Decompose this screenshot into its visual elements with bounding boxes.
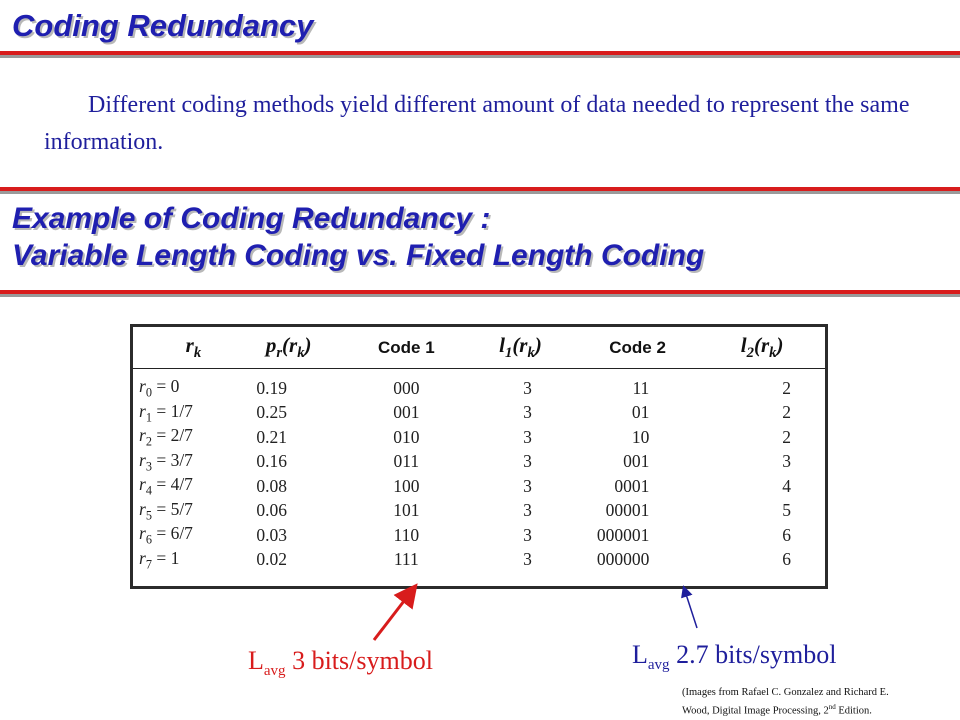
cell-rk-value: 2/7 — [170, 425, 193, 445]
cell-l1: 3 — [523, 426, 532, 447]
cell-code1: 011 — [393, 451, 420, 472]
cell-rk-value: 5/7 — [170, 498, 193, 519]
cell-code1: 110 — [393, 524, 420, 545]
cell-code2: 001 — [623, 451, 650, 472]
citation-line2-post: Edition. — [835, 705, 872, 717]
cell-l1: 3 — [523, 500, 532, 521]
cell-rk-subscript: 4 — [145, 483, 152, 498]
cell-rk — [133, 548, 230, 573]
cell-rk-equals: = — [151, 425, 171, 445]
cell-rk — [133, 499, 230, 524]
cell-l2: 6 — [782, 524, 791, 545]
title-divider — [0, 51, 960, 58]
cell-code1: 001 — [393, 402, 420, 423]
code-table-frame — [130, 324, 828, 589]
cell-rk — [133, 474, 230, 499]
cell-rk — [133, 369, 230, 401]
header-code2 — [576, 327, 707, 369]
cell-rk-subscript: 1 — [145, 410, 152, 424]
cell-rk-equals: = — [151, 400, 171, 421]
cell-rk-symbol: r — [139, 425, 146, 445]
cell-prob: 0.03 — [256, 524, 287, 545]
table-row — [133, 425, 825, 450]
cell-rk — [133, 425, 230, 450]
cell-rk-equals: = — [151, 474, 171, 494]
table-row — [133, 450, 825, 475]
header-prk: $p_r(r_k)$ — [230, 327, 348, 369]
cell-l2: 4 — [782, 475, 791, 496]
lavg1-subscript: avg — [263, 663, 286, 680]
table-row — [133, 474, 825, 499]
cell-rk-subscript: 6 — [145, 532, 152, 547]
table-body — [133, 369, 825, 573]
table-header-row — [133, 327, 825, 369]
cell-prob: 0.08 — [256, 475, 287, 496]
cell-code1: 101 — [393, 500, 420, 521]
lavg1-value: 3 bits/symbol — [292, 646, 433, 675]
cell-code1: 100 — [393, 475, 420, 496]
cell-rk-equals: = — [151, 547, 171, 568]
cell-code1: 010 — [393, 426, 420, 447]
cell-l2: 2 — [782, 377, 791, 398]
intro-paragraph: Different coding methods yield different amount of data needed to represent the same information. — [44, 92, 910, 155]
cell-rk-subscript: 2 — [145, 434, 152, 449]
lavg2-subscript: avg — [647, 657, 670, 674]
table-row — [133, 369, 825, 401]
citation-line2-pre: Wood, Digital Image Processing, 2 — [682, 705, 829, 717]
code-table — [133, 327, 825, 572]
cell-l1: 3 — [523, 475, 532, 496]
cell-rk-symbol: r — [139, 376, 146, 396]
table-row — [133, 401, 825, 426]
example-divider — [0, 290, 960, 297]
cell-l1: 3 — [523, 451, 532, 472]
cell-rk-equals: = — [151, 449, 171, 470]
cell-prob: 0.02 — [256, 549, 287, 570]
cell-code2: 0001 — [614, 475, 650, 496]
header-code1 — [348, 327, 466, 369]
header-l2: $l_2(r_k)$ — [707, 327, 825, 369]
citation-sup: nd — [828, 703, 836, 711]
lavg1-symbol: L — [248, 646, 264, 675]
cell-code2: 000001 — [596, 524, 650, 545]
cell-rk-equals: = — [151, 376, 171, 396]
table-row — [133, 523, 825, 548]
cell-rk-value: 0 — [170, 376, 180, 396]
cell-l2: 2 — [782, 402, 791, 423]
cell-rk-subscript: 0 — [145, 385, 152, 400]
cell-rk-symbol: r — [139, 449, 146, 470]
example-title-line1: Example of Coding Redundancy : — [12, 202, 491, 235]
divider-gray-line — [0, 294, 960, 297]
cell-rk — [133, 401, 230, 426]
cell-code2: 00001 — [605, 500, 650, 521]
cell-rk-value: 6/7 — [170, 523, 193, 543]
cell-rk-symbol: r — [139, 523, 146, 543]
header-l1: $l_1(r_k)$ — [465, 327, 576, 369]
arrow-to-code1 — [374, 588, 414, 640]
cell-l1: 3 — [523, 549, 532, 570]
cell-code1: 000 — [393, 377, 420, 398]
cell-rk-value: 1/7 — [170, 400, 193, 421]
cell-l1: 3 — [523, 402, 532, 423]
citation-line1: (Images from Rafael C. Gonzalez and Richard E. — [682, 687, 889, 698]
cell-rk-subscript: 5 — [145, 508, 152, 522]
cell-l2: 3 — [782, 451, 791, 472]
header-code2-label: Code 2 — [609, 337, 666, 357]
arrow-to-code2 — [684, 588, 697, 628]
cell-prob: 0.21 — [256, 426, 287, 447]
cell-l2: 6 — [782, 549, 791, 570]
table-row — [133, 548, 825, 573]
cell-rk-subscript: 7 — [145, 557, 152, 571]
slide-title: Coding Redundancy — [12, 8, 314, 43]
cell-l2: 5 — [782, 500, 791, 521]
lavg-code1-label — [248, 646, 433, 680]
header-rk: $r_k$ — [133, 327, 230, 369]
example-title — [12, 200, 704, 274]
cell-code2: 01 — [631, 402, 650, 423]
cell-rk-symbol: r — [139, 547, 146, 568]
image-citation — [682, 685, 952, 719]
cell-code2: 000000 — [596, 549, 650, 570]
lavg2-symbol: L — [632, 640, 648, 669]
cell-prob: 0.16 — [256, 451, 287, 472]
cell-l1: 3 — [523, 377, 532, 398]
cell-rk-symbol: r — [139, 498, 146, 519]
lavg-code2-label — [632, 640, 836, 674]
cell-rk-equals: = — [151, 498, 171, 519]
divider-gray-line — [0, 191, 960, 194]
cell-rk-value: 1 — [170, 547, 180, 568]
cell-rk-value: 4/7 — [170, 474, 193, 494]
cell-rk-value: 3/7 — [170, 449, 193, 470]
section-divider — [0, 187, 960, 194]
cell-l1: 3 — [523, 524, 532, 545]
cell-code2: 10 — [631, 426, 650, 447]
cell-l2: 2 — [782, 426, 791, 447]
cell-rk-symbol: r — [139, 400, 146, 421]
header-code1-label: Code 1 — [377, 337, 435, 357]
cell-rk-subscript: 3 — [145, 459, 152, 473]
cell-prob: 0.25 — [256, 402, 287, 423]
cell-rk — [133, 450, 230, 475]
cell-code2: 11 — [632, 377, 650, 398]
cell-prob: 0.19 — [256, 377, 287, 398]
cell-rk-symbol: r — [139, 474, 146, 494]
divider-gray-line — [0, 55, 960, 58]
example-title-line2: Variable Length Coding vs. Fixed Length Coding — [12, 239, 705, 272]
table-row — [133, 499, 825, 524]
cell-rk — [133, 523, 230, 548]
lavg2-value: 2.7 bits/symbol — [676, 640, 837, 669]
cell-prob: 0.06 — [256, 500, 287, 521]
cell-code1: 111 — [393, 549, 419, 570]
cell-rk-equals: = — [151, 523, 171, 543]
